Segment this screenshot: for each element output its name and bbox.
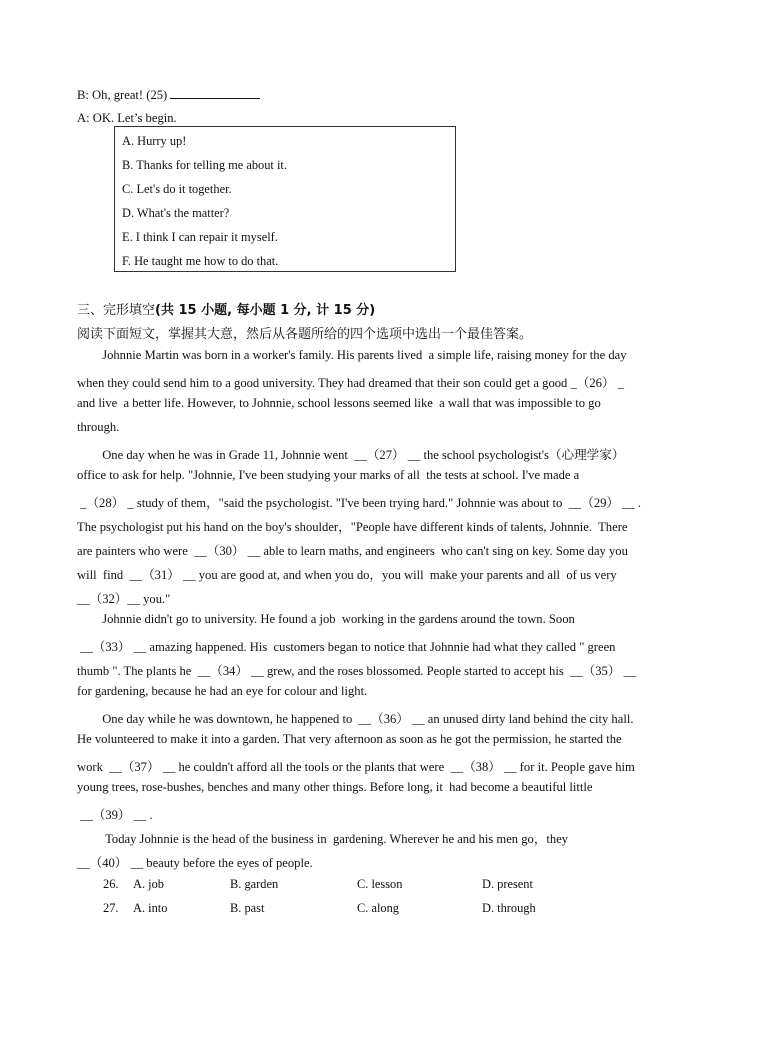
dialog-b-text: B: Oh, great! (25) <box>77 88 168 102</box>
choice-d[interactable]: D. present <box>482 877 533 891</box>
passage-line: _（28） _ study of them，"said the psychologist. "I've been trying hard." Johnnie was about to __（29） __ . <box>77 496 642 510</box>
passage-line: One day while he was downtown, he happened to __（36） __ an unused dirty land behind the city hall. <box>77 712 634 726</box>
passage-line: The psychologist put his hand on the boy's shoulder，"People have different kinds of talents, Johnnie. There <box>77 520 628 534</box>
choice-a[interactable]: A. job <box>133 877 164 891</box>
section-instruction: 阅读下面短文，掌握其大意，然后从各题所给的四个选项中选出一个最佳答案。 <box>77 327 533 342</box>
dialog-b-line <box>77 86 260 103</box>
option-b: B. Thanks for telling me about it. <box>122 158 287 172</box>
option-d: D. What's the matter? <box>122 206 230 220</box>
options-box <box>114 126 456 272</box>
section-heading-score: (共 15 小题, 每小题 1 分, 计 15 分) <box>155 303 376 318</box>
passage-line: work __（37） __ he couldn't afford all the tools or the plants that were __（38） __ for it. People gave him <box>77 760 635 774</box>
passage-line: One day when he was in Grade 11, Johnnie went __（27） __ the school psychologist's（心理学家） <box>77 448 625 462</box>
passage-line: when they could send him to a good university. They had dreamed that their son could get a good _（26） _ <box>77 376 625 390</box>
dialog-a-line: A: OK. Let’s begin. <box>77 111 177 125</box>
choice-c[interactable]: C. lesson <box>357 877 403 891</box>
section-heading <box>77 299 375 318</box>
passage-line: __（40） __ beauty before the eyes of people. <box>77 856 313 870</box>
question-number: 27. <box>103 901 119 915</box>
passage-line: Johnnie didn't go to university. He found a job working in the gardens around the town. Soon <box>77 612 575 626</box>
question-number: 26. <box>103 877 119 891</box>
choice-c[interactable]: C. along <box>357 901 399 915</box>
choice-d[interactable]: D. through <box>482 901 536 915</box>
passage-line: thumb ". The plants he __（34） __ grew, and the roses blossomed. People started to accept his __（35） __ <box>77 664 637 678</box>
choice-b[interactable]: B. past <box>230 901 265 915</box>
passage-line: Johnnie Martin was born in a worker's family. His parents lived a simple life, raising money for the day <box>77 348 627 362</box>
passage-line: through. <box>77 420 120 434</box>
passage-line: __（39） __ . <box>77 808 153 822</box>
choice-a[interactable]: A. into <box>133 901 168 915</box>
passage-line: are painters who were __（30） __ able to learn maths, and engineers who can't sing on key. Some day you <box>77 544 628 558</box>
option-a: A. Hurry up! <box>122 134 187 148</box>
option-e: E. I think I can repair it myself. <box>122 230 278 244</box>
passage-line: will find __（31） __ you are good at, and when you do，you will make your parents and all of us very <box>77 568 617 582</box>
option-c: C. Let's do it together. <box>122 182 232 196</box>
passage-line: office to ask for help. "Johnnie, I've been studying your marks of all the tests at school. I've made a <box>77 468 580 482</box>
passage-line: He volunteered to make it into a garden. That very afternoon as soon as he got the permission, he started the <box>77 732 622 746</box>
choice-b[interactable]: B. garden <box>230 877 279 891</box>
passage-line: young trees, rose-bushes, benches and many other things. Before long, it had become a beautiful little <box>77 780 593 794</box>
passage-line: Today Johnnie is the head of the business in gardening. Wherever he and his men go，they <box>77 832 569 846</box>
option-f: F. He taught me how to do that. <box>122 254 279 268</box>
section-heading-prefix: 三、完形填空 <box>77 303 156 318</box>
passage-line: and live a better life. However, to Johnnie, school lessons seemed like a wall that was impossible to go <box>77 396 601 410</box>
passage-line: __（32）__ you." <box>77 592 171 606</box>
answer-blank-25 <box>170 86 260 99</box>
passage-line: for gardening, because he had an eye for colour and light. <box>77 684 368 698</box>
passage-line: __（33） __ amazing happened. His customers began to notice that Johnnie had what they called " green <box>77 640 616 654</box>
